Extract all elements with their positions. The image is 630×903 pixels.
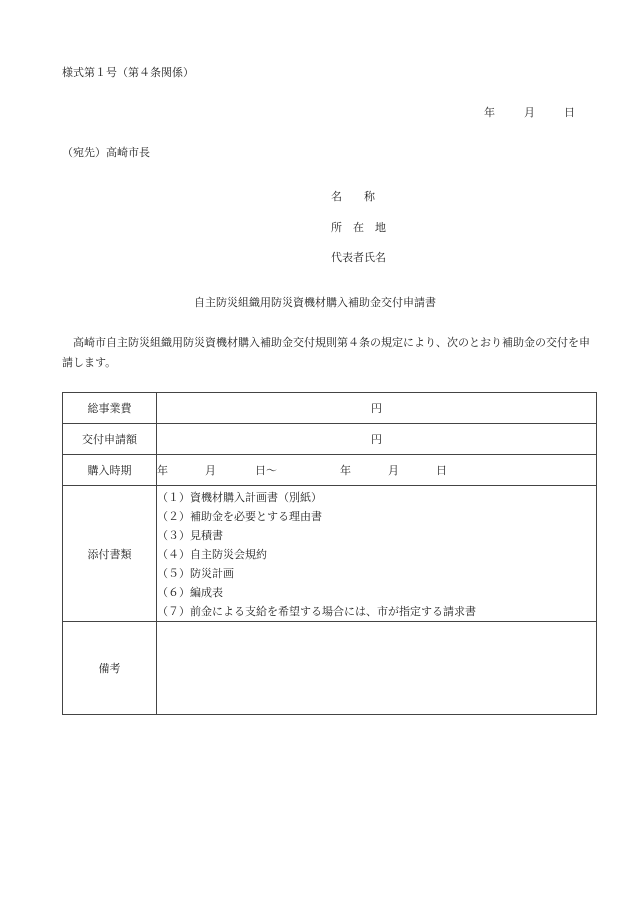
attachments-label: 添付書類 [63,486,157,622]
applicant-representative-row [331,251,393,265]
submission-date [484,106,575,120]
total-cost-label: 総事業費 [63,393,157,424]
attachment-item: （２）補助金を必要とする理由書 [157,510,322,523]
attachment-item: （４）自主防災会規約 [157,548,267,561]
applicant-address-row [331,221,393,235]
date-month-label: 月 [524,106,535,119]
period-from-day: 日～ [255,464,277,477]
period-to-month: 月 [388,464,399,477]
grant-amount-row [63,424,597,455]
period-from-month: 月 [205,464,216,477]
total-cost-row [63,393,597,424]
form-number: 様式第１号（第４条関係） [62,66,194,79]
remarks-field[interactable] [157,622,597,715]
attachment-item: （５）防災計画 [157,567,234,580]
attachment-item: （３）見積書 [157,529,223,542]
applicant-name-label: 名 称 [331,190,375,203]
date-day-label: 日 [564,106,575,119]
grant-amount-label: 交付申請額 [63,424,157,455]
remarks-label: 備考 [63,622,157,715]
applicant-address-label: 所 在 地 [331,221,386,234]
application-form-table [62,392,597,715]
applicant-representative-label: 代表者氏名 [331,251,386,264]
applicant-name-row [331,190,393,204]
grant-amount-unit: 円 [371,433,382,446]
attachments-row [63,486,597,622]
period-to-year: 年 [340,464,351,477]
grant-amount-field[interactable] [157,424,597,455]
attachment-item: （７）前金による支給を希望する場合には、市が指定する請求書 [157,605,476,618]
application-statement: 高崎市自主防災組織用防災資機材購入補助金交付規則第４条の規定により、次のとおり補助金の交付を申請します。 [62,336,590,369]
addressee: （宛先）高崎市長 [62,146,150,159]
attachment-item: （１）資機材購入計画書（別紙） [157,491,322,504]
purchase-period-label: 購入時期 [63,455,157,486]
total-cost-field[interactable] [157,393,597,424]
remarks-row [63,622,597,715]
date-year-label: 年 [484,106,495,119]
purchase-period-field[interactable] [157,455,597,486]
total-cost-unit: 円 [371,402,382,415]
purchase-period-row [63,455,597,486]
period-to-day: 日 [436,464,447,477]
period-from-year: 年 [157,464,168,477]
attachment-item: （６）編成表 [157,586,223,599]
attachments-list [157,486,597,622]
document-title: 自主防災組織用防災資機材購入補助金交付申請書 [194,296,436,309]
